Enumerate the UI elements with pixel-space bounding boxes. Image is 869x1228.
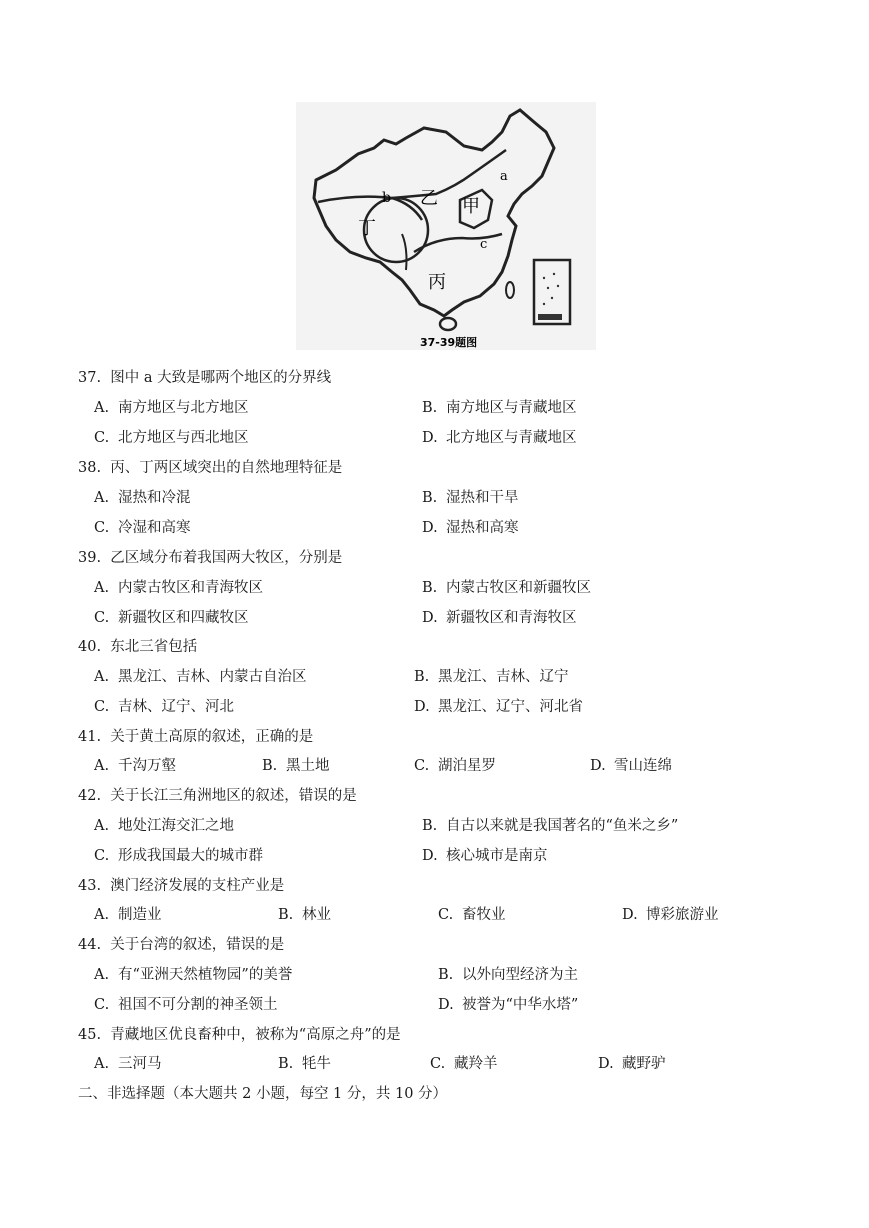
label-bing: 丙 <box>428 272 446 293</box>
q43-option-d[interactable]: D. 博彩旅游业 <box>622 907 719 923</box>
label-b: b <box>382 190 391 206</box>
question-43-stem: 43. 澳门经济发展的支柱产业是 <box>78 878 285 894</box>
q39-option-d[interactable]: D. 新疆牧区和青海牧区 <box>422 610 577 626</box>
q40-option-a[interactable]: A. 黑龙江、吉林、内蒙古自治区 <box>94 669 307 685</box>
q43-option-c[interactable]: C. 畜牧业 <box>438 907 506 923</box>
q39-option-b[interactable]: B. 内蒙古牧区和新疆牧区 <box>422 580 591 596</box>
hainan-island <box>440 318 456 330</box>
question-41-stem: 41. 关于黄土高原的叙述，正确的是 <box>78 729 314 745</box>
q38-option-a[interactable]: A. 湿热和冷混 <box>94 490 191 506</box>
q42-option-a[interactable]: A. 地处江海交汇之地 <box>94 818 234 834</box>
q37-option-d[interactable]: D. 北方地区与青藏地区 <box>422 430 577 446</box>
label-yi: 乙 <box>420 188 438 209</box>
boundary-a <box>392 150 506 198</box>
taiwan-island <box>506 282 514 298</box>
river-line <box>402 234 407 270</box>
q44-option-d[interactable]: D. 被誉为“中华水塔” <box>438 997 579 1013</box>
question-42-stem: 42. 关于长江三角洲地区的叙述，错误的是 <box>78 788 357 804</box>
q45-option-a[interactable]: A. 三河马 <box>94 1056 162 1072</box>
q41-option-d[interactable]: D. 雪山连绵 <box>590 758 672 774</box>
inset-islands <box>543 273 559 305</box>
q43-option-b[interactable]: B. 林业 <box>278 907 331 923</box>
q44-option-a[interactable]: A. 有“亚洲天然植物园”的美誉 <box>94 967 293 983</box>
section-heading-non-choice: 二、非选择题（本大题共 2 小题，每空 1 分，共 10 分） <box>78 1086 448 1102</box>
label-c: c <box>480 237 488 252</box>
q40-option-b[interactable]: B. 黑龙江、吉林、辽宁 <box>414 669 569 685</box>
q41-option-c[interactable]: C. 湖泊星罗 <box>414 758 496 774</box>
q44-option-b[interactable]: B. 以外向型经济为主 <box>438 967 578 983</box>
question-40-stem: 40. 东北三省包括 <box>78 639 198 655</box>
label-ding: 丁 <box>358 218 376 239</box>
china-regions-map <box>296 102 596 350</box>
q37-option-a[interactable]: A. 南方地区与北方地区 <box>94 400 249 416</box>
map-caption: 37-39题图 <box>420 336 478 349</box>
q43-option-a[interactable]: A. 制造业 <box>94 907 162 923</box>
question-45-stem: 45. 青藏地区优良畜种中，被称为“高原之舟”的是 <box>78 1027 401 1043</box>
q39-option-a[interactable]: A. 内蒙古牧区和青海牧区 <box>94 580 263 596</box>
q41-option-b[interactable]: B. 黑土地 <box>262 758 330 774</box>
q37-option-c[interactable]: C. 北方地区与西北地区 <box>94 430 249 446</box>
map-drawing <box>296 102 596 350</box>
q45-option-d[interactable]: D. 藏野驴 <box>598 1056 666 1072</box>
inset-scale-bar <box>538 314 562 320</box>
q42-option-d[interactable]: D. 核心城市是南京 <box>422 848 548 864</box>
question-39-stem: 39. 乙区域分布着我国两大牧区，分别是 <box>78 550 343 566</box>
question-44-stem: 44. 关于台湾的叙述，错误的是 <box>78 937 285 953</box>
q44-option-c[interactable]: C. 祖国不可分割的神圣领土 <box>94 997 278 1013</box>
q39-option-c[interactable]: C. 新疆牧区和四藏牧区 <box>94 610 249 626</box>
q42-option-b[interactable]: B. 自古以来就是我国著名的“鱼米之乡” <box>422 818 679 834</box>
q38-option-b[interactable]: B. 湿热和干旱 <box>422 490 519 506</box>
q45-option-b[interactable]: B. 牦牛 <box>278 1056 331 1072</box>
q40-option-c[interactable]: C. 吉林、辽宁、河北 <box>94 699 234 715</box>
q42-option-c[interactable]: C. 形成我国最大的城市群 <box>94 848 263 864</box>
q38-option-d[interactable]: D. 湿热和高寒 <box>422 520 519 536</box>
q45-option-c[interactable]: C. 藏羚羊 <box>430 1056 498 1072</box>
question-38-stem: 38. 丙、丁两区域突出的自然地理特征是 <box>78 460 343 476</box>
question-37-stem: 37. 图中 a 大致是哪两个地区的分界线 <box>78 370 332 386</box>
q38-option-c[interactable]: C. 冷湿和高寒 <box>94 520 191 536</box>
q40-option-d[interactable]: D. 黑龙江、辽宁、河北省 <box>414 699 583 715</box>
label-a: a <box>500 169 508 184</box>
label-jia: 甲 <box>462 196 480 217</box>
q41-option-a[interactable]: A. 千沟万壑 <box>94 758 176 774</box>
q37-option-b[interactable]: B. 南方地区与青藏地区 <box>422 400 577 416</box>
